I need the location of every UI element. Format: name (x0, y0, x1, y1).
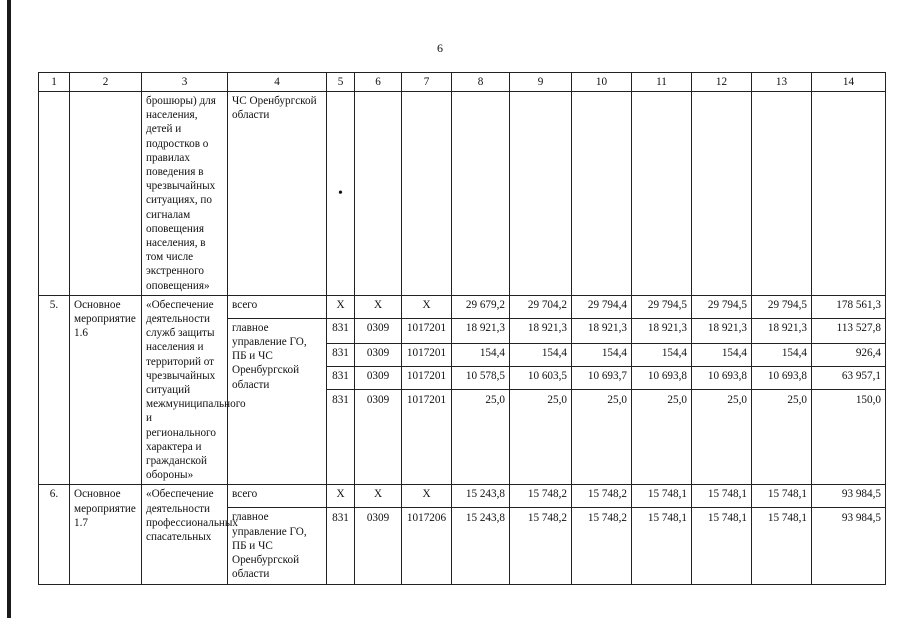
header-cell: 4 (228, 73, 327, 92)
cell-c6: 0309 (355, 367, 402, 390)
cell-value: 10 693,8 (752, 367, 812, 390)
page-number: 6 (437, 41, 443, 55)
cell-c5: 831 (327, 318, 355, 344)
continuation-row (39, 92, 886, 296)
cell-value: 25,0 (752, 390, 812, 485)
cell-c7: X (402, 295, 452, 318)
cell-value: 154,4 (692, 344, 752, 367)
header-cell: 9 (510, 73, 572, 92)
table-row (39, 295, 886, 318)
activity-name: Основное мероприятие 1.6 (70, 295, 142, 485)
header-cell: 3 (142, 73, 228, 92)
activity-title: «Обеспечение деятельности служб защиты населения и территорий от чрезвычайных ситуаций межмуниципального и регионального характера и гражданской обороны» (142, 295, 228, 485)
activity-name: Основное мероприятие 1.7 (70, 485, 142, 584)
cell-value: 15 748,1 (752, 485, 812, 508)
cell-value: 15 243,8 (452, 508, 510, 584)
header-cell: 11 (632, 73, 692, 92)
cell-value: 25,0 (452, 390, 510, 485)
cell-value: 18 921,3 (752, 318, 812, 344)
cell-value: 15 243,8 (452, 485, 510, 508)
cell-value: 154,4 (510, 344, 572, 367)
cell-value: 15 748,2 (510, 508, 572, 584)
cell-total: 926,4 (812, 344, 886, 367)
cell-value: 154,4 (572, 344, 632, 367)
cell-total: 178 561,3 (812, 295, 886, 318)
header-cell: 8 (452, 73, 510, 92)
cell-c5: 831 (327, 367, 355, 390)
cell-c5: X (327, 485, 355, 508)
scan-dot-mark: • (338, 186, 343, 201)
header-cell: 14 (812, 73, 886, 92)
cell-value: 25,0 (632, 390, 692, 485)
cell-total: 113 527,8 (812, 318, 886, 344)
header-cell: 7 (402, 73, 452, 92)
total-label: всего (228, 295, 327, 318)
cell-value: 15 748,1 (692, 485, 752, 508)
cell-value: 15 748,1 (692, 508, 752, 584)
cell-value: 10 693,8 (692, 367, 752, 390)
cell-value: 25,0 (510, 390, 572, 485)
cell-c7: 1017201 (402, 390, 452, 485)
cell-value: 154,4 (752, 344, 812, 367)
cell-c5: 831 (327, 344, 355, 367)
cell-value: 18 921,3 (632, 318, 692, 344)
budget-table (38, 72, 886, 585)
cell-c7: X (402, 485, 452, 508)
cell-c7: 1017201 (402, 318, 452, 344)
cell-c6: 0309 (355, 344, 402, 367)
cell-value: 29 794,5 (632, 295, 692, 318)
cell-c6: 0309 (355, 508, 402, 584)
cell-total: 93 984,5 (812, 508, 886, 584)
executor-name: главное управление ГО, ПБ и ЧС Оренбургской области (228, 318, 327, 485)
cell-value: 10 693,8 (632, 367, 692, 390)
cell-c6: 0309 (355, 390, 402, 485)
cell-c6: 0309 (355, 318, 402, 344)
cell-value: 18 921,3 (510, 318, 572, 344)
cell-value: 10 578,5 (452, 367, 510, 390)
cell-c5: 831 (327, 390, 355, 485)
cell-c7: 1017206 (402, 508, 452, 584)
cell-value: 15 748,2 (572, 485, 632, 508)
cell-value: 10 693,7 (572, 367, 632, 390)
cell-value: 18 921,3 (572, 318, 632, 344)
row-number: 5. (39, 295, 70, 485)
cell-value: 15 748,1 (752, 508, 812, 584)
cell-value: 15 748,1 (632, 485, 692, 508)
cell-value: 10 603,5 (510, 367, 572, 390)
cell-value: 29 794,5 (752, 295, 812, 318)
continuation-activity-text: брошюры) для населения, детей и подростков о правилах поведения в чрезвычайных ситуациях, по сигналам оповещения населения, в том числе экстренного оповещения» (142, 92, 228, 296)
cell-c7: 1017201 (402, 367, 452, 390)
cell-value: 15 748,1 (632, 508, 692, 584)
cell-value: 15 748,2 (572, 508, 632, 584)
header-cell: 1 (39, 73, 70, 92)
header-cell: 10 (572, 73, 632, 92)
header-row (39, 73, 886, 92)
scan-edge-mark (7, 0, 11, 618)
header-cell: 5 (327, 73, 355, 92)
cell-value: 154,4 (632, 344, 692, 367)
cell-c5: 831 (327, 508, 355, 584)
cell-c6: X (355, 295, 402, 318)
executor-name: главное управление ГО, ПБ и ЧС Оренбургской области (228, 508, 327, 584)
cell-value: 18 921,3 (452, 318, 510, 344)
header-cell: 13 (752, 73, 812, 92)
activity-title: «Обеспечение деятельности профессиональных спасательных (142, 485, 228, 584)
cell-value: 18 921,3 (692, 318, 752, 344)
cell-total: 93 984,5 (812, 485, 886, 508)
cell-value: 29 794,4 (572, 295, 632, 318)
cell-value: 15 748,2 (510, 485, 572, 508)
cell-total: 63 957,1 (812, 367, 886, 390)
cell-value: 29 679,2 (452, 295, 510, 318)
total-label: всего (228, 485, 327, 508)
table-row (39, 485, 886, 508)
cell-c7: 1017201 (402, 344, 452, 367)
cell-value: 29 704,2 (510, 295, 572, 318)
cell-value: 25,0 (572, 390, 632, 485)
cell-c6: X (355, 485, 402, 508)
cell-total: 150,0 (812, 390, 886, 485)
row-number: 6. (39, 485, 70, 584)
header-cell: 6 (355, 73, 402, 92)
cell-value: 29 794,5 (692, 295, 752, 318)
header-cell: 12 (692, 73, 752, 92)
cell-value: 154,4 (452, 344, 510, 367)
continuation-executor-text: ЧС Оренбургской области (228, 92, 327, 296)
cell-value: 25,0 (692, 390, 752, 485)
cell-c5: X (327, 295, 355, 318)
header-cell: 2 (70, 73, 142, 92)
